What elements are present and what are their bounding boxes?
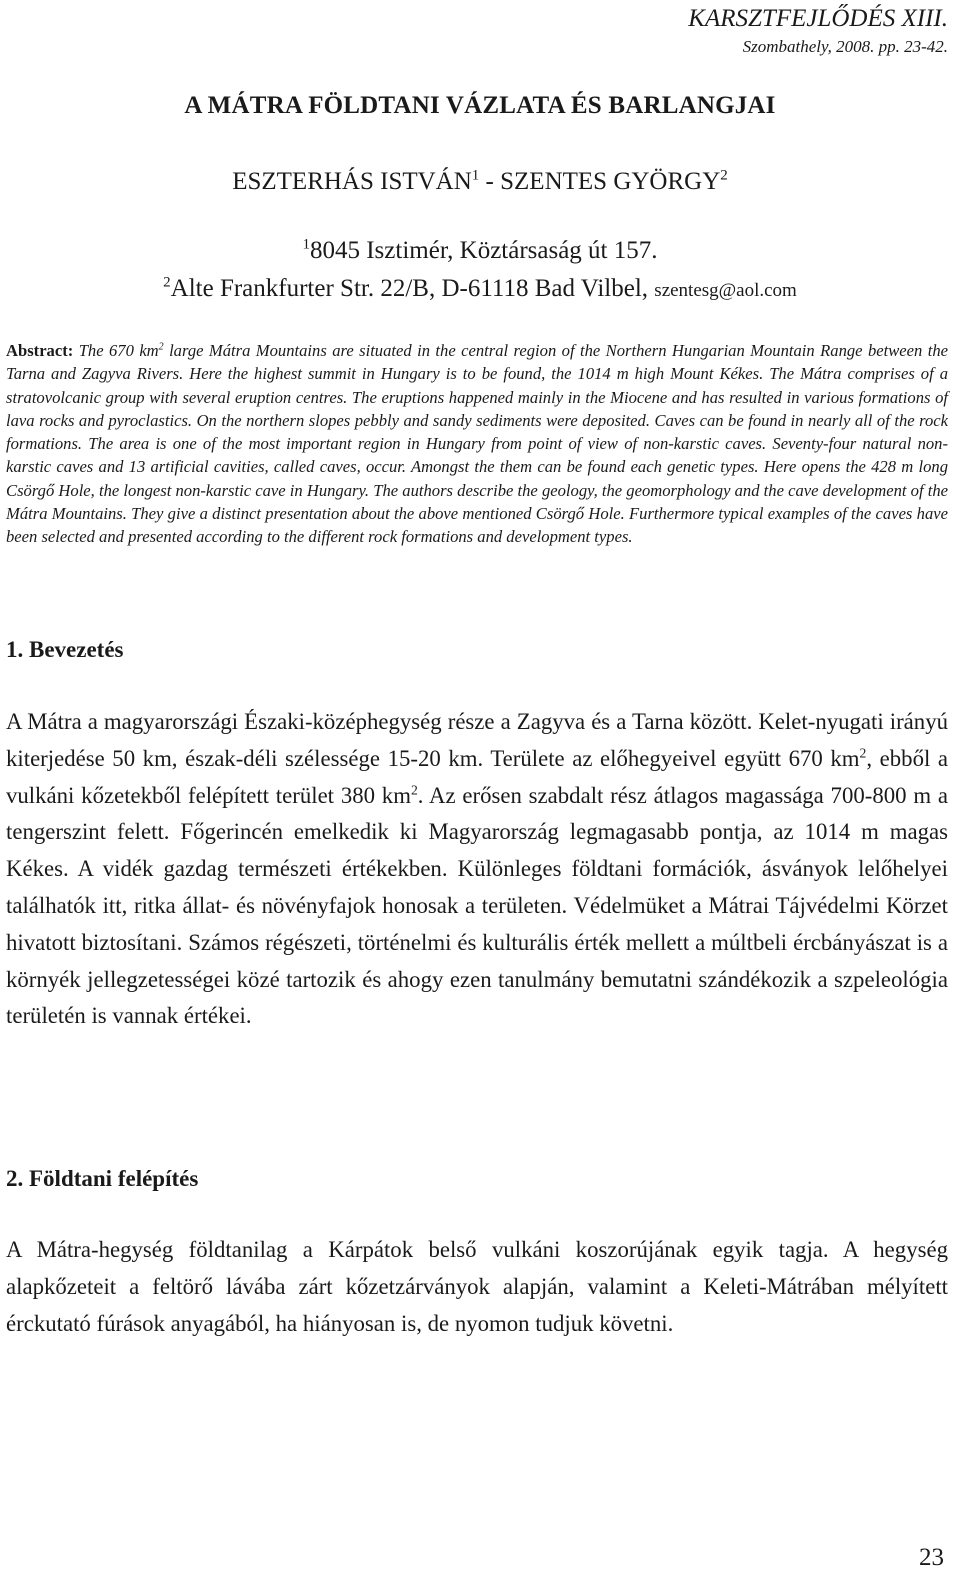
affiliation-1-mark: 1 (302, 236, 310, 253)
affiliation-2-text: Alte Frankfurter Str. 22/B, D-61118 Bad Vilbel, (170, 275, 655, 302)
paper-title: A MÁTRA FÖLDTANI VÁZLATA ÉS BARLANGJAI (184, 92, 776, 119)
affiliations (0, 232, 960, 310)
section-2-heading: 2. Földtani felépítés (6, 1166, 199, 1191)
author-separator: - (479, 168, 501, 195)
author-2-name: SZENTES GYÖRGY (500, 168, 721, 195)
author-2-mark: 2 (720, 167, 728, 184)
author-line (0, 168, 960, 196)
section-1-sup-b: 2 (410, 782, 418, 797)
abstract-lead: The 670 km (73, 341, 159, 360)
section-2-paragraph: A Mátra-hegység földtanilag a Kárpátok belső vulkáni koszorújának egyik tagja. A hegység alapkőzeteit a feltörő lávába zárt kőzetzárványok alapján, valamint a Keleti-Mátrában mélyített érckutató fúrások anyagából, ha hiányosan is, de nyomon tudjuk követni. (6, 1237, 948, 1336)
affiliation-1-text: 8045 Isztimér, Köztársaság út 157. (309, 237, 658, 264)
section-1-paragraph (6, 704, 948, 1035)
journal-citation: Szombathely, 2008. pp. 23-42. (742, 37, 948, 56)
affiliation-2-mark: 2 (163, 274, 171, 291)
abstract (6, 339, 948, 549)
abstract-label: Abstract: (6, 341, 74, 360)
journal-title: KARSZTFEJLŐDÉS XIII. (688, 5, 948, 32)
section-1-text-a: A Mátra a magyarországi Északi-középhegység része a Zagyva és a Tarna között. Kelet-nyugati irányú kiterjedése 50 km, észak-déli szélessége 15-20 km. Területe az előhegyeivel együtt 670 km (6, 709, 948, 771)
journal-header (688, 2, 948, 58)
page-number: 23 (919, 1544, 944, 1571)
author-1-mark: 1 (471, 167, 480, 184)
abstract-lead-sup: 2 (158, 341, 164, 353)
section-1-sup-a: 2 (859, 745, 867, 761)
abstract-text: large Mátra Mountains are situated in the central region of the Northern Hungarian Mountain Range between the Tarna and Zagyva Rivers. Here the highest summit in Hungary is to be found, the 1014 m high Mount Kékes. The Mátra comprises of a stratovolcanic group with several eruption centres. The eruptions happened mainly in the Miocene and has resulted in various formations of lava rocks and pyroclastics. On the northern slopes pebbly and sandy sediments were deposited. Caves can be found in nearly all of the rock formations. The area is one of the most important region in Hungary from point of view of non-karstic caves. Seventy-four natural non-karstic caves and 13 artificial cavities, called caves, occur. Amongst the them can be found each genetic types. Here opens the 428 m long Csörgő Hole, the longest non-karstic cave in Hungary. The authors describe the geology, the geomorphology and the cave development of the Mátra Mountains. They give a distinct presentation about the above mentioned Csörgő Hole. Furthermore typical examples of the caves have been selected and presented according to the different rock formations and development types. (6, 341, 948, 547)
affiliation-2 (0, 270, 960, 310)
section-1-text-b: , ebből a vulkáni kőzetekből felépített terület 380 km (6, 745, 948, 808)
section-1-heading: 1. Bevezetés (6, 637, 124, 662)
author-1-name: ESZTERHÁS ISTVÁN (232, 168, 472, 195)
section-1-text-c: . Az erősen szabdalt rész átlagos magassága 700-800 m a tengerszint felett. Főgerincén emelkedik ki Magyarország legmagasabb pontja, az 1014 m magas Kékes. A vidék gazdag természeti értékekben. Különleges földtani formációk, ásványok lelőhelyei találhatók itt, ritka állat- és növényfajok honosak a területen. Védelmüket a Mátrai Tájvédelmi Körzet hivatott biztosítani. Számos régészeti, történelmi és kulturális érték mellett a múltbeli ércbányászat is a környék jellegzetességei közé tartozik és ahogy ezen tanulmány bemutatni szándékozik a szpeleológia területén is vannak értékei. (6, 782, 948, 1029)
affiliation-1 (0, 232, 960, 270)
email-address: szentesg@aol.com (654, 280, 797, 301)
